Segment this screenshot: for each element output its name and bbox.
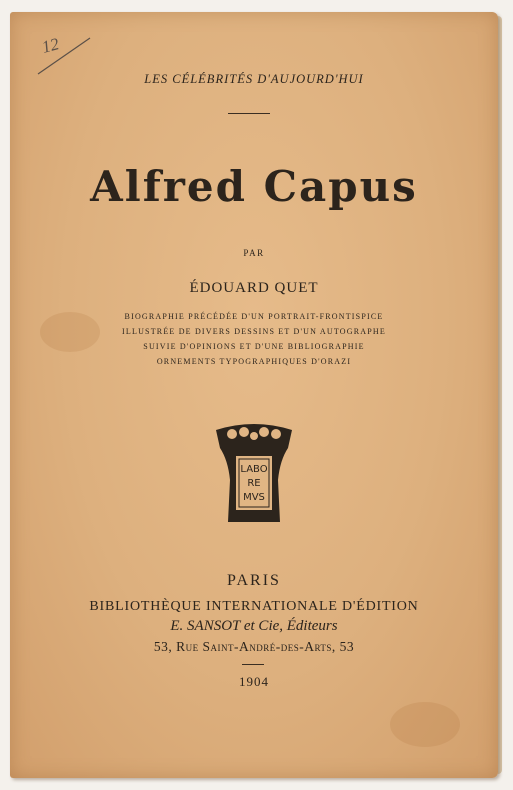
description-line: ILLUSTRÉE DE DIVERS DESSINS ET D'UN AUTOGRAPHE [122,327,386,336]
series-title: LES CÉLÉBRITÉS D'AUJOURD'HUI [144,72,364,86]
divider [228,113,270,114]
book-cover [10,12,498,778]
description-line: BIOGRAPHIE PRÉCÉDÉE D'UN PORTRAIT-FRONTISPICE [124,312,384,321]
book-title: Alfred Capus [90,162,418,211]
publisher-line: BIBLIOTHÈQUE INTERNATIONALE D'ÉDITION [89,599,419,614]
description-line: ORNEMENTS TYPOGRAPHIQUES D'ORAZI [156,357,352,366]
motto-line: MVS [243,492,265,503]
publication-city: PARIS [227,572,281,589]
description-line: SUIVIE D'OPINIONS ET D'UNE BIBLIOGRAPHIE [143,342,365,351]
publisher-address: 53, Rue Saint-André-des-Arts, 53 [153,639,355,654]
publisher-name: E. SANSOT et Cie, Éditeurs [170,618,338,634]
divider [242,664,264,665]
printer-mark-emblem [210,420,298,530]
publication-year: 1904 [239,674,269,689]
motto-line: LABO [240,464,268,475]
motto-line: RE [247,478,261,489]
author-name: ÉDOUARD QUET [189,280,319,296]
paper-stain [390,702,460,747]
by-label: PAR [243,248,265,258]
pencil-note: 12 [39,34,62,57]
